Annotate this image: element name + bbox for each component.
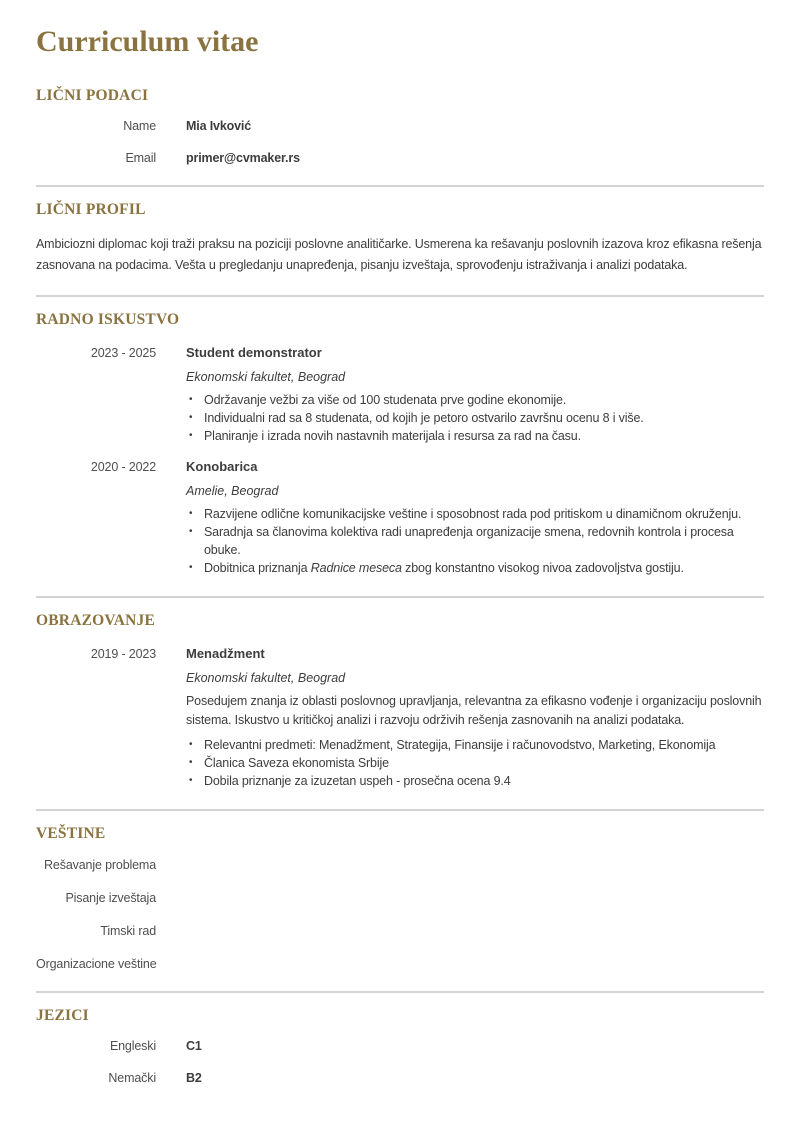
experience-entry — [36, 459, 764, 577]
bullet-text-italic: Radnice meseca — [310, 560, 402, 575]
languages-heading: JEZICI — [36, 1006, 89, 1024]
bullet-text: Dobila priznanje za izuzetan uspeh - prosečna ocena 9.4 — [204, 773, 511, 788]
language-label: Nemački — [108, 1071, 156, 1086]
entry-period: 2019 - 2023 — [90, 646, 156, 661]
bullet-marker: • — [189, 738, 193, 750]
section-education — [36, 612, 764, 790]
experience-heading: RADNO ISKUSTVO — [36, 311, 180, 329]
language-level: B2 — [186, 1071, 202, 1086]
section-divider — [36, 809, 764, 811]
bullet-item — [186, 736, 764, 754]
entry-body — [186, 459, 764, 577]
section-divider — [36, 295, 764, 297]
entry-body — [186, 345, 764, 445]
bullet-item — [186, 523, 764, 559]
skill-item — [36, 857, 764, 873]
skills-heading: VEŠTINE — [36, 824, 106, 842]
bullet-item — [186, 505, 764, 523]
section-personal-data — [36, 87, 764, 167]
field-row-email — [36, 150, 764, 166]
profile-heading: LIČNI PROFIL — [36, 201, 146, 219]
section-experience — [36, 311, 764, 577]
bullet-item — [186, 391, 764, 409]
bullet-text: Relevantni predmeti: Menadžment, Strategija, Finansije i računovodstvo, Marketing, Ekonomija — [204, 737, 716, 752]
section-divider — [36, 991, 764, 993]
bullet-marker: • — [189, 756, 193, 768]
bullet-marker: • — [189, 525, 193, 537]
entry-subtitle: Ekonomski fakultet, Beograd — [186, 369, 346, 384]
section-languages — [36, 1007, 764, 1087]
entry-title: Menadžment — [186, 645, 265, 661]
education-entry — [36, 646, 764, 790]
bullet-text: Planiranje i izrada novih nastavnih materijala i resursa za rad na času. — [204, 428, 581, 443]
bullet-marker: • — [189, 561, 193, 573]
skill-item — [36, 956, 764, 972]
skill-item — [36, 890, 764, 906]
entry-title: Konobarica — [186, 458, 258, 474]
language-label: Engleski — [109, 1039, 156, 1054]
email-value: primer@cvmaker.rs — [186, 151, 300, 166]
bullet-marker: • — [189, 393, 193, 405]
entry-body — [186, 646, 764, 790]
bullet-text-pre: Dobitnica priznanja — [204, 560, 311, 575]
education-entries — [36, 646, 764, 790]
skill-item — [36, 923, 764, 939]
entry-title: Student demonstrator — [186, 344, 322, 360]
entry-subtitle: Ekonomski fakultet, Beograd — [186, 670, 346, 685]
entry-subtitle: Amelie, Beograd — [186, 483, 279, 498]
entry-bullets — [186, 391, 764, 445]
skills-rows — [36, 857, 764, 972]
language-rows — [36, 1038, 764, 1086]
entry-bullets — [186, 736, 764, 790]
bullet-marker: • — [189, 411, 193, 423]
bullet-item — [186, 754, 764, 772]
field-row-name — [36, 118, 764, 134]
personal-data-heading: LIČNI PODACI — [36, 86, 149, 104]
section-skills — [36, 825, 764, 972]
skill-label: Pisanje izveštaja — [65, 890, 156, 905]
name-value: Mia Ivković — [186, 119, 252, 134]
experience-entries — [36, 345, 764, 577]
section-profile — [36, 201, 764, 276]
bullet-marker: • — [189, 429, 193, 441]
bullet-item — [186, 409, 764, 427]
bullet-text: Održavanje vežbi za više od 100 studenata prve godine ekonomije. — [204, 392, 567, 407]
bullet-marker: • — [189, 774, 193, 786]
bullet-text — [204, 559, 764, 577]
name-label: Name — [123, 119, 156, 134]
bullet-marker: • — [189, 507, 193, 519]
skill-label: Rešavanje problema — [44, 857, 156, 872]
personal-data-rows — [36, 118, 764, 166]
entry-period: 2020 - 2022 — [90, 459, 156, 474]
entry-bullets — [186, 505, 764, 577]
section-divider — [36, 185, 764, 187]
entry-description: Posedujem znanja iz oblasti poslovnog upravljanja, relevantna za efikasno vođenje i organizaciju poslovnih sistema. Iskustvo u kritičkoj analizi i razvoju održivih rešenja zasnovanih na analizi podataka. — [186, 693, 762, 727]
section-divider — [36, 596, 764, 598]
skill-label: Organizacione veštine — [36, 956, 157, 971]
profile-text: Ambiciozni diplomac koji traži praksu na poziciji poslovne analitičarke. Usmerena ka rešavanju poslovnih izazova kroz efikasna rešenja zasnovana na podacima. Vešta u pregledanju unapređenja, pisanju izveštaja, sprovođenju istraživanja i analizi podataka. — [36, 237, 762, 273]
email-label: Email — [125, 151, 156, 166]
bullet-item — [186, 427, 764, 445]
bullet-text: Razvijene odlične komunikacijske veštine i sposobnost rada pod pritiskom u dinamičnom okruženju. — [204, 506, 742, 521]
entry-period: 2023 - 2025 — [90, 345, 156, 360]
bullet-item — [186, 772, 764, 790]
bullet-text-post: zbog konstantno visokog nivoa zadovoljstva gostiju. — [401, 560, 684, 575]
skill-label: Timski rad — [100, 923, 156, 938]
education-heading: OBRAZOVANJE — [36, 611, 156, 629]
experience-entry — [36, 345, 764, 445]
page-title: Curriculum vitae — [36, 25, 259, 58]
bullet-text: Saradnja sa članovima kolektiva radi unapređenja organizacije smena, redovnih kontrola i procesa obuke. — [204, 524, 734, 557]
language-level: C1 — [186, 1039, 202, 1054]
bullet-text: Članica Saveza ekonomista Srbije — [204, 755, 389, 770]
language-row — [36, 1038, 764, 1054]
bullet-text: Individualni rad sa 8 studenata, od kojih je petoro ostvarilo završnu ocenu 8 i više. — [204, 410, 644, 425]
bullet-item — [186, 559, 764, 577]
language-row — [36, 1070, 764, 1086]
